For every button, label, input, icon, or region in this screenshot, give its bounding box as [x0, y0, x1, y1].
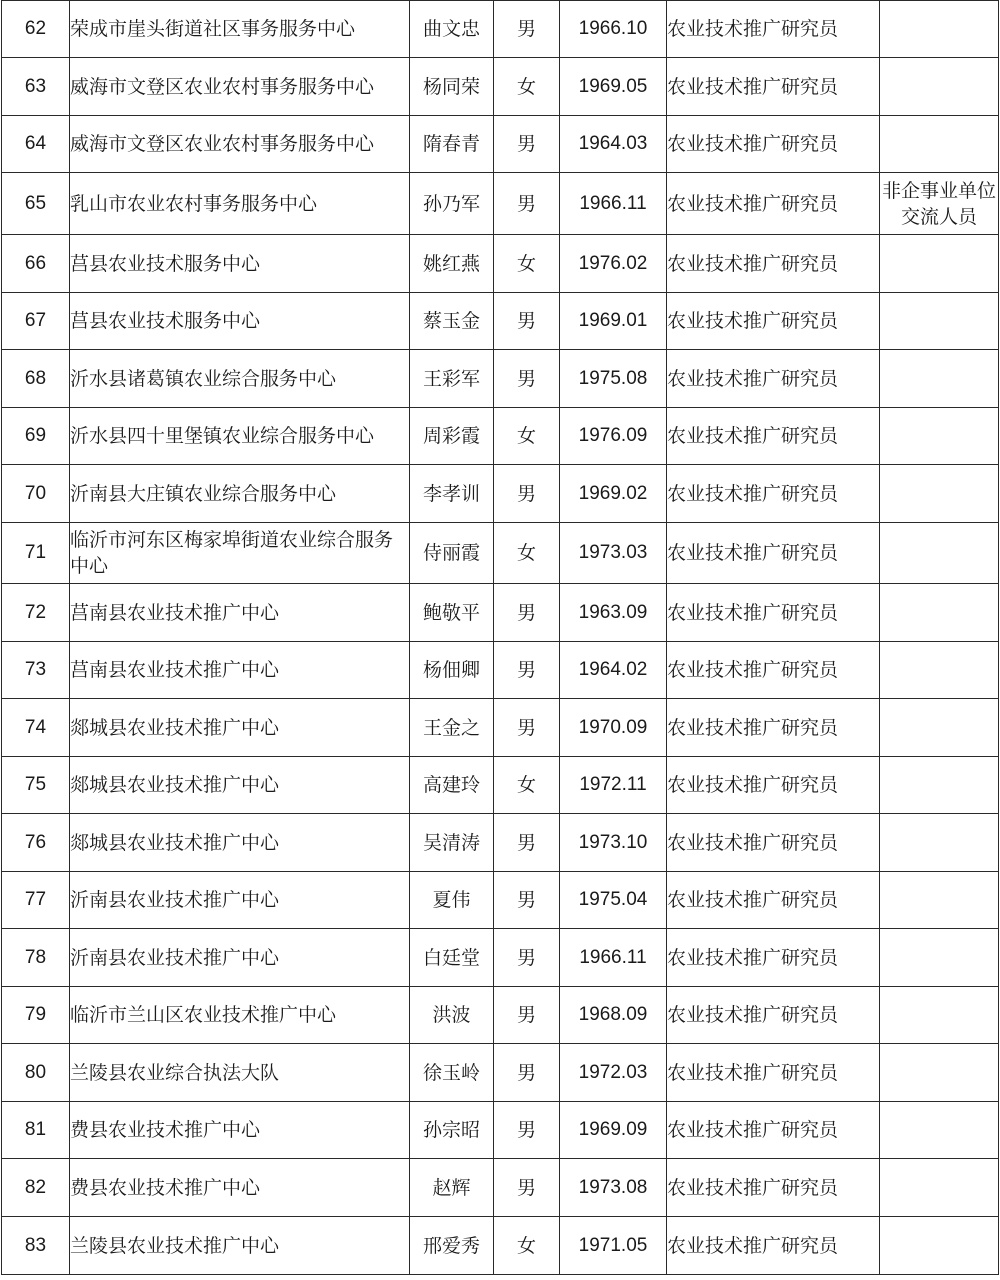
- remark-cell: [880, 293, 999, 350]
- personnel-table-body: [2, 1, 999, 1275]
- row-number-cell: 79: [2, 987, 70, 1044]
- row-number-cell: 66: [2, 235, 70, 293]
- work-unit-cell: 沂南县农业技术推广中心: [70, 872, 410, 929]
- gender-cell: 男: [494, 350, 560, 408]
- professional-title-cell: 农业技术推广研究员: [667, 987, 880, 1044]
- birth-date-cell: 1966.10: [560, 1, 667, 58]
- person-name-cell: 侍丽霞: [410, 523, 494, 584]
- person-name-cell: 鲍敬平: [410, 584, 494, 642]
- birth-date-cell: 1972.03: [560, 1044, 667, 1102]
- person-name-cell: 孙乃军: [410, 173, 494, 235]
- gender-cell: 男: [494, 814, 560, 872]
- professional-title-cell: 农业技术推广研究员: [667, 58, 880, 116]
- table-row: [2, 872, 999, 929]
- row-number-cell: 73: [2, 642, 70, 699]
- remark-cell: [880, 584, 999, 642]
- person-name-cell: 隋春青: [410, 116, 494, 173]
- remark-cell: [880, 872, 999, 929]
- row-number-cell: 70: [2, 465, 70, 523]
- professional-title-cell: 农业技术推广研究员: [667, 929, 880, 987]
- gender-cell: 男: [494, 1159, 560, 1217]
- table-row: [2, 987, 999, 1044]
- table-row: [2, 408, 999, 465]
- personnel-table: [1, 0, 999, 1275]
- row-number-cell: 71: [2, 523, 70, 584]
- row-number-cell: 68: [2, 350, 70, 408]
- row-number-cell: 64: [2, 116, 70, 173]
- work-unit-cell: 沂水县诸葛镇农业综合服务中心: [70, 350, 410, 408]
- person-name-cell: 白廷堂: [410, 929, 494, 987]
- person-name-cell: 李孝训: [410, 465, 494, 523]
- person-name-cell: 孙宗昭: [410, 1102, 494, 1159]
- professional-title-cell: 农业技术推广研究员: [667, 642, 880, 699]
- work-unit-cell: 临沂市兰山区农业技术推广中心: [70, 987, 410, 1044]
- professional-title-cell: 农业技术推广研究员: [667, 523, 880, 584]
- work-unit-cell: 莒县农业技术服务中心: [70, 293, 410, 350]
- table-row: [2, 929, 999, 987]
- birth-date-cell: 1969.01: [560, 293, 667, 350]
- birth-date-cell: 1964.02: [560, 642, 667, 699]
- person-name-cell: 蔡玉金: [410, 293, 494, 350]
- work-unit-cell: 莒南县农业技术推广中心: [70, 584, 410, 642]
- gender-cell: 男: [494, 173, 560, 235]
- table-row: [2, 293, 999, 350]
- work-unit-cell: 乳山市农业农村事务服务中心: [70, 173, 410, 235]
- work-unit-cell: 莒县农业技术服务中心: [70, 235, 410, 293]
- table-row: [2, 814, 999, 872]
- person-name-cell: 王彩军: [410, 350, 494, 408]
- professional-title-cell: 农业技术推广研究员: [667, 465, 880, 523]
- gender-cell: 男: [494, 1044, 560, 1102]
- remark-cell: [880, 1102, 999, 1159]
- row-number-cell: 80: [2, 1044, 70, 1102]
- remark-cell: [880, 814, 999, 872]
- gender-cell: 女: [494, 235, 560, 293]
- birth-date-cell: 1966.11: [560, 929, 667, 987]
- gender-cell: 女: [494, 58, 560, 116]
- row-number-cell: 67: [2, 293, 70, 350]
- row-number-cell: 83: [2, 1217, 70, 1275]
- professional-title-cell: 农业技术推广研究员: [667, 235, 880, 293]
- professional-title-cell: 农业技术推广研究员: [667, 699, 880, 757]
- gender-cell: 男: [494, 465, 560, 523]
- work-unit-cell: 郯城县农业技术推广中心: [70, 699, 410, 757]
- remark-cell: [880, 1159, 999, 1217]
- professional-title-cell: 农业技术推广研究员: [667, 814, 880, 872]
- professional-title-cell: 农业技术推广研究员: [667, 408, 880, 465]
- person-name-cell: 邢爱秀: [410, 1217, 494, 1275]
- work-unit-cell: 费县农业技术推广中心: [70, 1102, 410, 1159]
- birth-date-cell: 1969.05: [560, 58, 667, 116]
- work-unit-cell: 威海市文登区农业农村事务服务中心: [70, 58, 410, 116]
- remark-cell: [880, 642, 999, 699]
- table-row: [2, 699, 999, 757]
- row-number-cell: 65: [2, 173, 70, 235]
- birth-date-cell: 1973.10: [560, 814, 667, 872]
- person-name-cell: 杨同荣: [410, 58, 494, 116]
- table-row: [2, 465, 999, 523]
- professional-title-cell: 农业技术推广研究员: [667, 1, 880, 58]
- remark-cell: [880, 699, 999, 757]
- work-unit-cell: 郯城县农业技术推广中心: [70, 814, 410, 872]
- work-unit-cell: 莒南县农业技术推广中心: [70, 642, 410, 699]
- person-name-cell: 洪波: [410, 987, 494, 1044]
- gender-cell: 女: [494, 1217, 560, 1275]
- row-number-cell: 63: [2, 58, 70, 116]
- row-number-cell: 74: [2, 699, 70, 757]
- birth-date-cell: 1970.09: [560, 699, 667, 757]
- gender-cell: 女: [494, 408, 560, 465]
- work-unit-cell: 费县农业技术推广中心: [70, 1159, 410, 1217]
- person-name-cell: 夏伟: [410, 872, 494, 929]
- remark-cell: [880, 1217, 999, 1275]
- birth-date-cell: 1971.05: [560, 1217, 667, 1275]
- work-unit-cell: 威海市文登区农业农村事务服务中心: [70, 116, 410, 173]
- person-name-cell: 曲文忠: [410, 1, 494, 58]
- work-unit-cell: 兰陵县农业技术推广中心: [70, 1217, 410, 1275]
- table-row: [2, 757, 999, 814]
- remark-cell: [880, 523, 999, 584]
- birth-date-cell: 1968.09: [560, 987, 667, 1044]
- row-number-cell: 72: [2, 584, 70, 642]
- professional-title-cell: 农业技术推广研究员: [667, 584, 880, 642]
- row-number-cell: 82: [2, 1159, 70, 1217]
- remark-cell: [880, 408, 999, 465]
- birth-date-cell: 1973.03: [560, 523, 667, 584]
- professional-title-cell: 农业技术推广研究员: [667, 350, 880, 408]
- person-name-cell: 吴清涛: [410, 814, 494, 872]
- person-name-cell: 王金之: [410, 699, 494, 757]
- row-number-cell: 76: [2, 814, 70, 872]
- professional-title-cell: 农业技术推广研究员: [667, 757, 880, 814]
- gender-cell: 男: [494, 699, 560, 757]
- table-row: [2, 584, 999, 642]
- person-name-cell: 姚红燕: [410, 235, 494, 293]
- birth-date-cell: 1969.09: [560, 1102, 667, 1159]
- remark-cell: 非企事业单位交流人员: [880, 173, 999, 235]
- gender-cell: 男: [494, 929, 560, 987]
- row-number-cell: 77: [2, 872, 70, 929]
- person-name-cell: 高建玲: [410, 757, 494, 814]
- gender-cell: 男: [494, 987, 560, 1044]
- table-row: [2, 116, 999, 173]
- table-row: [2, 235, 999, 293]
- birth-date-cell: 1963.09: [560, 584, 667, 642]
- birth-date-cell: 1973.08: [560, 1159, 667, 1217]
- person-name-cell: 杨佃卿: [410, 642, 494, 699]
- professional-title-cell: 农业技术推广研究员: [667, 173, 880, 235]
- table-row: [2, 1, 999, 58]
- birth-date-cell: 1966.11: [560, 173, 667, 235]
- work-unit-cell: 兰陵县农业综合执法大队: [70, 1044, 410, 1102]
- work-unit-cell: 沂水县四十里堡镇农业综合服务中心: [70, 408, 410, 465]
- remark-cell: [880, 58, 999, 116]
- remark-cell: [880, 929, 999, 987]
- birth-date-cell: 1972.11: [560, 757, 667, 814]
- table-row: [2, 1102, 999, 1159]
- professional-title-cell: 农业技术推广研究员: [667, 293, 880, 350]
- remark-cell: [880, 1044, 999, 1102]
- table-row: [2, 1044, 999, 1102]
- remark-cell: [880, 235, 999, 293]
- birth-date-cell: 1976.02: [560, 235, 667, 293]
- professional-title-cell: 农业技术推广研究员: [667, 1102, 880, 1159]
- row-number-cell: 62: [2, 1, 70, 58]
- gender-cell: 男: [494, 1102, 560, 1159]
- professional-title-cell: 农业技术推广研究员: [667, 1159, 880, 1217]
- table-row: [2, 523, 999, 584]
- birth-date-cell: 1975.04: [560, 872, 667, 929]
- remark-cell: [880, 1, 999, 58]
- work-unit-cell: 沂南县农业技术推广中心: [70, 929, 410, 987]
- birth-date-cell: 1964.03: [560, 116, 667, 173]
- work-unit-cell: 临沂市河东区梅家埠街道农业综合服务中心: [70, 523, 410, 584]
- birth-date-cell: 1976.09: [560, 408, 667, 465]
- gender-cell: 女: [494, 757, 560, 814]
- professional-title-cell: 农业技术推广研究员: [667, 1044, 880, 1102]
- row-number-cell: 75: [2, 757, 70, 814]
- gender-cell: 男: [494, 116, 560, 173]
- table-row: [2, 173, 999, 235]
- professional-title-cell: 农业技术推广研究员: [667, 116, 880, 173]
- gender-cell: 男: [494, 584, 560, 642]
- work-unit-cell: 荣成市崖头街道社区事务服务中心: [70, 1, 410, 58]
- row-number-cell: 78: [2, 929, 70, 987]
- table-row: [2, 350, 999, 408]
- remark-cell: [880, 465, 999, 523]
- work-unit-cell: 沂南县大庄镇农业综合服务中心: [70, 465, 410, 523]
- gender-cell: 男: [494, 293, 560, 350]
- gender-cell: 男: [494, 1, 560, 58]
- gender-cell: 男: [494, 642, 560, 699]
- row-number-cell: 69: [2, 408, 70, 465]
- person-name-cell: 徐玉岭: [410, 1044, 494, 1102]
- professional-title-cell: 农业技术推广研究员: [667, 872, 880, 929]
- person-name-cell: 周彩霞: [410, 408, 494, 465]
- table-row: [2, 1217, 999, 1275]
- table-row: [2, 58, 999, 116]
- professional-title-cell: 农业技术推广研究员: [667, 1217, 880, 1275]
- gender-cell: 女: [494, 523, 560, 584]
- table-row: [2, 1159, 999, 1217]
- birth-date-cell: 1975.08: [560, 350, 667, 408]
- gender-cell: 男: [494, 872, 560, 929]
- remark-cell: [880, 350, 999, 408]
- remark-cell: [880, 116, 999, 173]
- remark-cell: [880, 987, 999, 1044]
- birth-date-cell: 1969.02: [560, 465, 667, 523]
- row-number-cell: 81: [2, 1102, 70, 1159]
- table-row: [2, 642, 999, 699]
- person-name-cell: 赵辉: [410, 1159, 494, 1217]
- remark-cell: [880, 757, 999, 814]
- work-unit-cell: 郯城县农业技术推广中心: [70, 757, 410, 814]
